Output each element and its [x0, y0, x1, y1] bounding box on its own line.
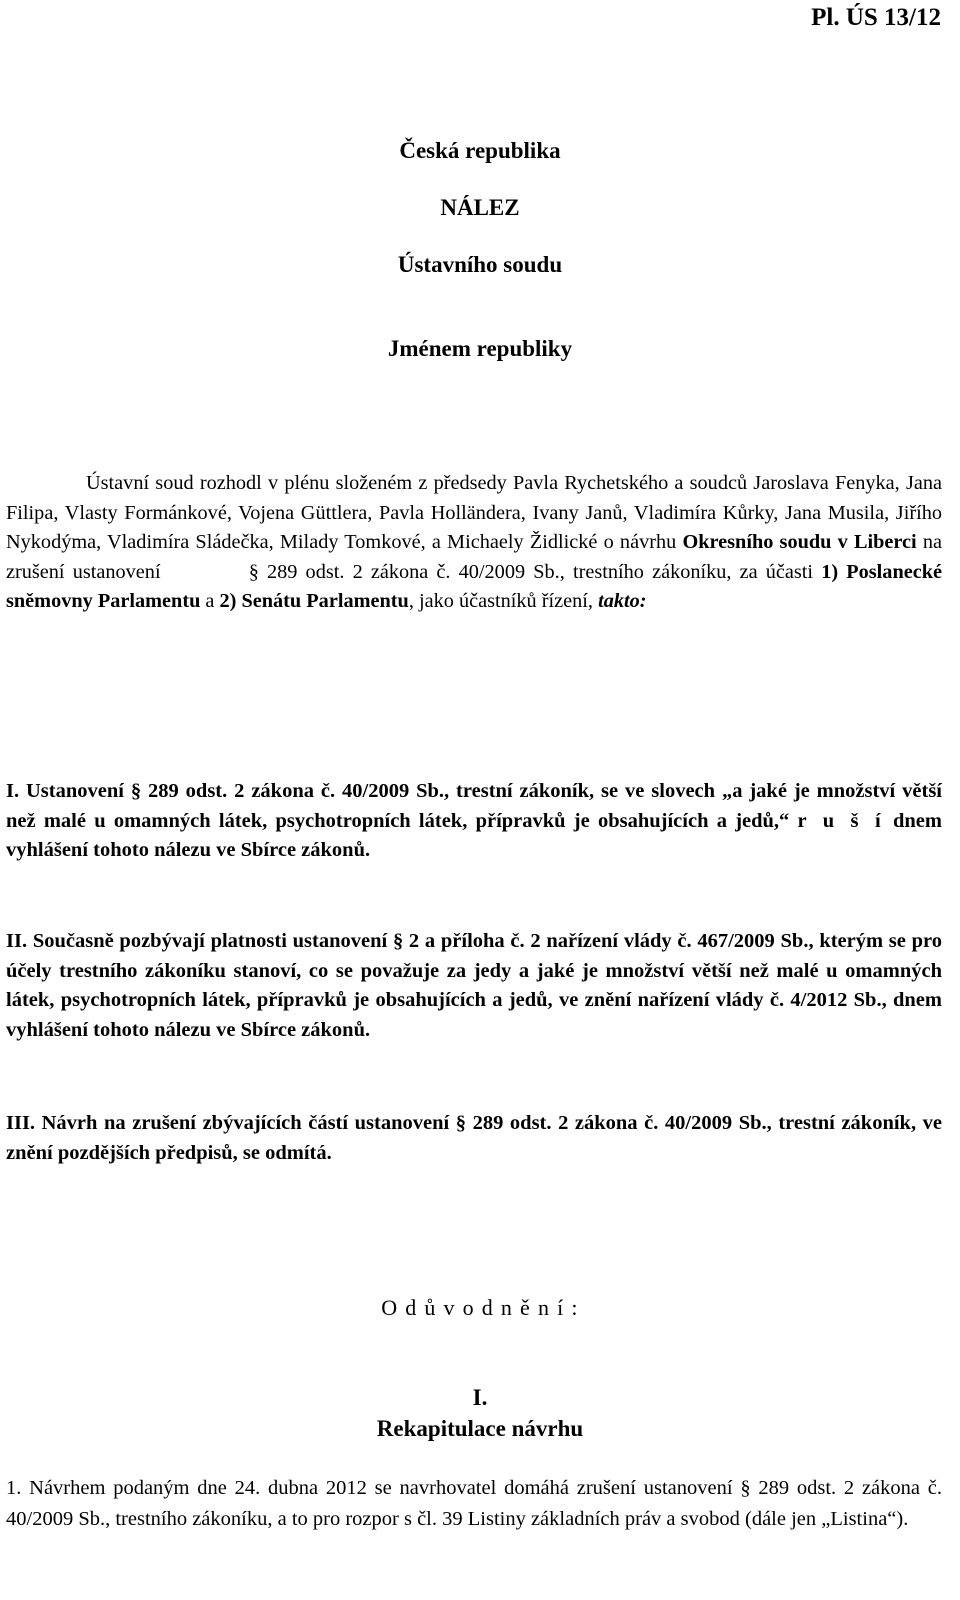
- intro-text-4: , trestního zákoníku, za účasti: [559, 560, 822, 583]
- intro-paragraph: [6, 469, 942, 617]
- reasoning-heading: O d ů v o d n ě n í :: [381, 1295, 579, 1320]
- petitioner-court: Okresního soudu v Liberci: [682, 531, 917, 553]
- in-name-heading: Jménem republiky: [387, 336, 573, 361]
- verdict-point-ii: [6, 927, 942, 1045]
- reasoning-p1-text-a: 1. Návrhem podaným dne 24. dubna 2012 se navrhovatel domáhá zrušení ustanovení: [6, 1477, 741, 1499]
- section-number: I.: [472, 1385, 488, 1410]
- section-sign: §: [392, 930, 404, 952]
- takto-label: takto:: [598, 590, 647, 612]
- verdict-iii-text-b: 289 odst. 2 zákona č. 40/2009 Sb., trestní zákoník, ve znění pozdějších předpisů, se odmítá.: [6, 1112, 942, 1164]
- verdict-point-iii: [6, 1109, 942, 1168]
- verdict-iii-text-a: III. Návrh na zrušení zbývajících částí ustanovení: [6, 1112, 456, 1134]
- court-heading: Ústavního soudu: [397, 252, 563, 277]
- verdict-i-text-a: I. Ustanovení: [6, 780, 131, 802]
- section-title: Rekapitulace návrhu: [376, 1416, 584, 1441]
- section-sign: §: [130, 780, 142, 802]
- intro-text-1: Ústavní soud rozhodl v plénu složeném z předsedy Pavla Rychetského a soudců Jaroslava Fenyka, Jana Filipa, Vlasty Formánkové, Vojena Güttlera, Pavla Holländera, Ivany Janů, Vladimíra Kůrky, Jana Musila, Jiřího Nykodýma, Vladimíra Sládečka, Milady Tomkové, a Michaely Židlické o návrhu: [6, 472, 942, 553]
- intro-text-5: a: [200, 590, 220, 612]
- reasoning-paragraph-1: [6, 1473, 942, 1534]
- party-1: 1) Poslanecké sněmovny Parlamentu: [6, 560, 943, 612]
- party-2: 2) Senátu Parlamentu: [219, 590, 409, 612]
- country-heading: Česká republika: [399, 138, 561, 163]
- reasoning-p1-text-b: 289 odst. 2 zákona č. 40/2009 Sb., trestního zákoníku, a to pro rozpor s čl. 39 Listiny základních práv a svobod (dále jen „Listina“).: [6, 1477, 943, 1530]
- verdict-i-annul: r u š í: [797, 809, 885, 832]
- document-id: Pl. ÚS 13/12: [811, 4, 941, 31]
- verdict-i-text-b: 289 odst. 2 zákona č. 40/2009 Sb., trestní zákoník, se ve slovech „a jaké je množství větší než malé u omamných látek, psychotropních látek, přípravků je obsahujících a jedů,“: [6, 780, 942, 832]
- intro-text-6: , jako účastníků řízení,: [408, 590, 599, 612]
- verdict-ii-text-b: 2 a příloha č. 2 nařízení vlády č. 467/2009 Sb., kterým se pro účely trestního zákoníku stanoví, co se považuje za jedy a jaké je množství větší než malé u omamných látek, psychotropních látek, přípravků je obsahujících a jedů, ve znění nařízení vlády č. 4/2012 Sb., dnem vyhlášení tohoto nálezu ve Sbírce zákonů.: [6, 930, 942, 1041]
- section-sign: §: [248, 560, 259, 583]
- verdict-ii-text-a: II. Současně pozbývají platnosti ustanovení: [6, 930, 393, 952]
- section-sign: §: [455, 1112, 467, 1134]
- section-sign: §: [740, 1477, 751, 1499]
- intro-text-2: na zrušení ustanovení: [6, 531, 943, 583]
- verdict-point-i: [6, 777, 942, 866]
- intro-text-3: 289 odst. 2 zákona č. 40/2009 Sb.: [258, 560, 560, 583]
- decision-type-heading: NÁLEZ: [440, 195, 520, 220]
- verdict-i-text-c: dnem vyhlášení tohoto nálezu ve Sbírce zákonů.: [6, 809, 942, 861]
